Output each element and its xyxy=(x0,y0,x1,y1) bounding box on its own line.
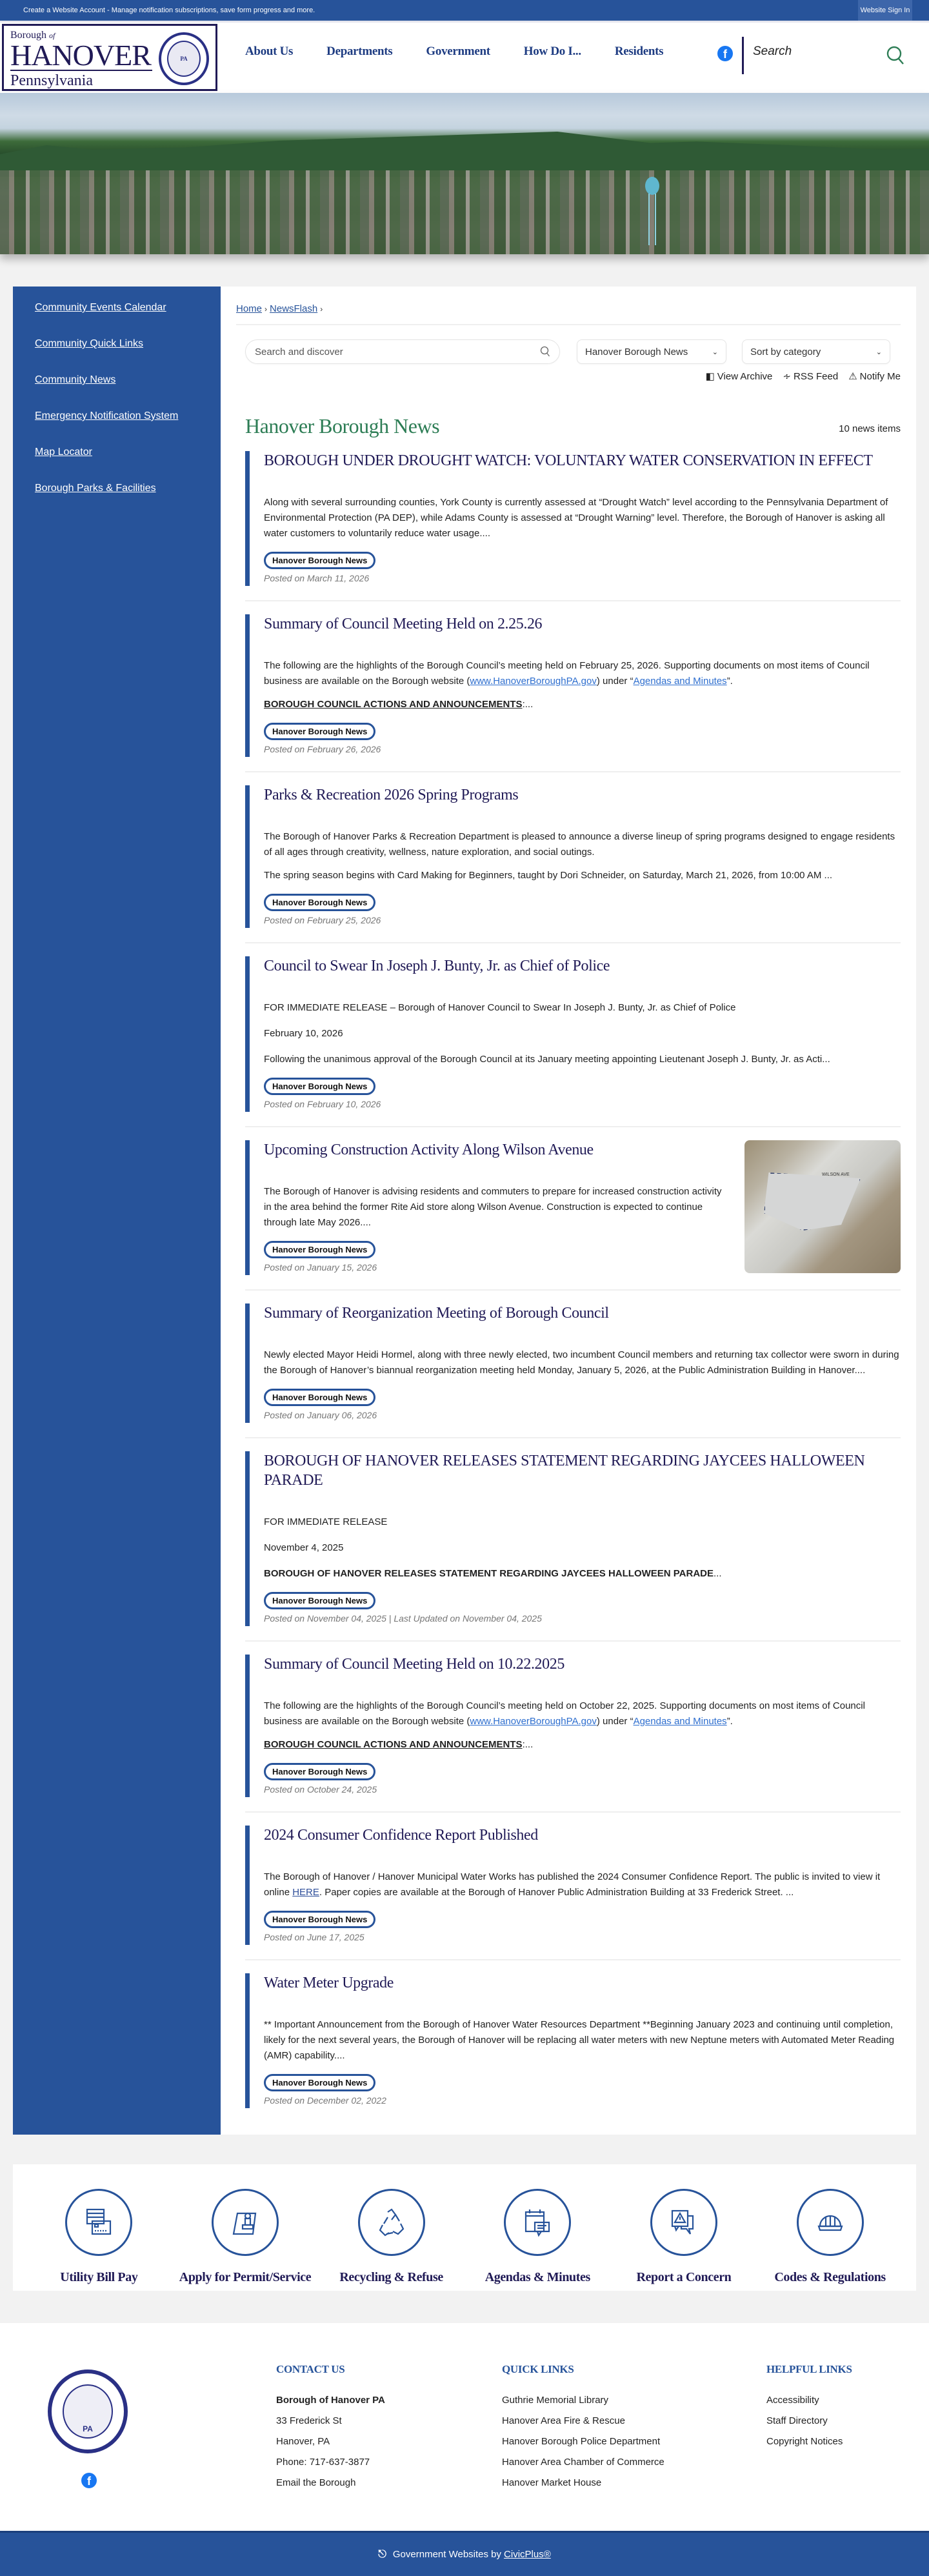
service-report-concern[interactable] xyxy=(619,2189,748,2291)
news-summary: Following the unanimous approval of the Borough Council at its January meeting appointing Lieutenant Joseph J. Bunty, Jr. as Acti... xyxy=(264,1054,830,1065)
ccr-here-link[interactable]: HERE xyxy=(292,1887,319,1898)
category-tag[interactable]: Hanover Borough News xyxy=(264,1592,375,1609)
news-title-link[interactable]: Summary of Reorganization Meeting of Borough Council xyxy=(264,1305,609,1322)
facebook-icon[interactable]: f xyxy=(717,46,733,61)
divider xyxy=(245,771,901,772)
sort-selected-value: Sort by category xyxy=(750,346,821,357)
powered-by-text: Government Websites by xyxy=(392,2549,502,2560)
news-summary: The Borough of Hanover Parks & Recreation Department is pleased to announce a diverse lineup of spring programs designed to engage residents of all ages through creativity, wellness, nature exploration, and social outings. xyxy=(264,831,895,858)
quick-link[interactable]: Hanover Area Chamber of Commerce xyxy=(502,2457,664,2468)
sidebar-item-map-locator[interactable]: Map Locator xyxy=(35,447,92,458)
stamp-icon xyxy=(212,2189,279,2256)
posted-date: Posted on January 06, 2026 xyxy=(264,1410,377,1420)
notify-me-label: Notify Me xyxy=(859,371,901,382)
footer-heading: HELPFUL LINKS xyxy=(766,2363,852,2375)
category-selected-value: Hanover Borough News xyxy=(585,346,688,357)
site-search-input[interactable] xyxy=(744,37,873,66)
quick-link[interactable]: Hanover Area Fire & Rescue xyxy=(502,2415,625,2426)
seal-text: PA xyxy=(167,41,201,77)
news-title-link[interactable]: Upcoming Construction Activity Along Wilson Avenue xyxy=(264,1142,594,1158)
create-account-link[interactable]: Create a Website Account - Manage notification subscriptions, save form progress and more. xyxy=(23,6,315,14)
section-header xyxy=(236,414,901,438)
news-summary: The Borough of Hanover is advising residents and commuters to prepare for increased construction activity in the area behind the former Rite Aid store along Wilson Avenue. Construction is expected to continue through late May 2026.... xyxy=(264,1186,722,1228)
summary-text: ”. xyxy=(726,676,733,687)
nav-about-us[interactable]: About Us xyxy=(245,45,294,58)
facebook-icon[interactable]: f xyxy=(81,2473,97,2488)
news-item xyxy=(245,785,901,928)
category-tag[interactable]: Hanover Borough News xyxy=(264,1911,375,1928)
news-summary: FOR IMMEDIATE RELEASE – Borough of Hanover Council to Swear In Joseph J. Bunty, Jr. as Chief of Police xyxy=(264,1002,736,1013)
category-select[interactable] xyxy=(577,339,726,364)
view-archive-label: View Archive xyxy=(717,371,773,382)
hero-banner-image xyxy=(0,93,929,254)
news-search-placeholder: Search and discover xyxy=(255,346,343,357)
news-summary: FOR IMMEDIATE RELEASE xyxy=(264,1516,388,1527)
news-summary: February 10, 2026 xyxy=(264,1028,343,1039)
summary-text: . Paper copies are available at the Borough of Hanover Public Administration Building at 33 Frederick Street. ... xyxy=(319,1887,794,1898)
nav-government[interactable]: Government xyxy=(426,45,490,58)
news-item xyxy=(245,614,901,757)
page-content xyxy=(13,287,916,2135)
filters-bar xyxy=(245,339,901,364)
recycle-icon xyxy=(358,2189,425,2256)
breadcrumb xyxy=(236,287,901,325)
news-title-link[interactable]: BOROUGH OF HANOVER RELEASES STATEMENT REGARDING JAYCEES HALLOWEEN PARADE xyxy=(264,1453,865,1489)
summary-text: The following are the highlights of the Borough Council’s meeting held on October 22, 2025. Supporting documents on most items of Council business are available on the Borough website ( xyxy=(264,1700,865,1727)
divider xyxy=(245,1437,901,1438)
summary-suffix: ... xyxy=(714,1568,722,1579)
divider xyxy=(245,1289,901,1291)
map-street-label: WILSON AVE xyxy=(822,1172,850,1177)
site-search xyxy=(742,37,910,74)
search-icon[interactable] xyxy=(886,46,904,68)
subheading-suffix: :... xyxy=(522,1739,534,1750)
breadcrumb-separator: › xyxy=(320,305,323,314)
agendas-minutes-link[interactable]: Agendas and Minutes xyxy=(633,1716,727,1727)
subheading-text: BOROUGH COUNCIL ACTIONS AND ANNOUNCEMENTS xyxy=(264,699,523,710)
contact-name: Borough of Hanover PA xyxy=(276,2395,385,2406)
logo-pennsylvania: Pennsylvania xyxy=(10,72,93,89)
service-codes-regulations[interactable] xyxy=(766,2189,895,2291)
hero-water-tower xyxy=(645,177,659,195)
rss-icon: ∻ xyxy=(783,371,791,382)
category-tag[interactable]: Hanover Borough News xyxy=(264,2074,375,2091)
news-item xyxy=(245,956,901,1112)
news-summary xyxy=(264,1566,901,1582)
news-summary xyxy=(264,1698,901,1729)
posted-date: Posted on November 04, 2025 | Last Updated on November 04, 2025 xyxy=(264,1613,542,1624)
news-item xyxy=(245,1826,901,1945)
service-label: Apply for Permit/Service xyxy=(179,2270,312,2284)
quick-link[interactable]: Hanover Borough Police Department xyxy=(502,2436,661,2447)
email-borough-link[interactable]: Email the Borough xyxy=(276,2477,356,2488)
rss-feed-link[interactable] xyxy=(783,370,838,382)
news-title-link[interactable]: Water Meter Upgrade xyxy=(264,1975,394,1991)
posted-date: Posted on October 24, 2025 xyxy=(264,1784,377,1795)
service-label: Agendas & Minutes xyxy=(484,2270,590,2284)
footer-heading: QUICK LINKS xyxy=(502,2363,574,2375)
news-summary: ** Important Announcement from the Borough of Hanover Water Resources Department **Beginning January 2023 and continuing until completion, likely for the next several years, the Borough of Hanover will be replacing all water meters with new Neptune meters with Automated Meter Reading (AMR) capability.... xyxy=(264,2019,895,2061)
main-nav xyxy=(245,45,697,59)
service-apply-permit[interactable] xyxy=(181,2189,310,2291)
contact-address: 33 Frederick St xyxy=(276,2415,342,2426)
news-item xyxy=(245,1973,901,2108)
rss-feed-label: RSS Feed xyxy=(793,371,839,382)
divider xyxy=(245,942,901,943)
hardhat-icon xyxy=(797,2189,864,2256)
sidebar-item-community-news[interactable]: Community News xyxy=(35,374,116,385)
news-summary xyxy=(264,1869,901,1900)
quick-link[interactable]: Guthrie Memorial Library xyxy=(502,2395,609,2406)
service-utility-bill-pay[interactable] xyxy=(34,2189,163,2291)
sidebar-item-quick-links[interactable]: Community Quick Links xyxy=(35,338,144,349)
nav-residents[interactable]: Residents xyxy=(614,45,664,58)
alert-chat-icon xyxy=(650,2189,717,2256)
bill-card-icon xyxy=(65,2189,132,2256)
footer-quick-links xyxy=(502,2363,664,2493)
service-recycling-refuse[interactable] xyxy=(327,2189,456,2291)
helpful-link[interactable]: Accessibility xyxy=(766,2395,819,2406)
category-tag[interactable]: Hanover Borough News xyxy=(264,1241,375,1258)
news-count: 10 news items xyxy=(839,423,901,434)
divider xyxy=(245,1126,901,1127)
category-tag[interactable]: Hanover Borough News xyxy=(264,1389,375,1406)
calendar-chat-icon xyxy=(504,2189,571,2256)
breadcrumb-newsflash[interactable]: NewsFlash xyxy=(270,303,318,314)
chevron-down-icon: ⌄ xyxy=(875,348,882,356)
news-title-link[interactable]: Parks & Recreation 2026 Spring Programs xyxy=(264,787,519,803)
divider xyxy=(245,600,901,601)
summary-text: ”. xyxy=(726,1716,733,1727)
news-summary: Along with several surrounding counties, York County is currently assessed at “Drought Watch” level according to the Pennsylvania Department of Environmental Protection (PA DEP), while Adams County is assessed at “Drought Warning” level. Therefore, the Borough of Hanover is asking all water customers to voluntarily reduce water usage.... xyxy=(264,497,888,539)
service-label: Recycling & Refuse xyxy=(339,2270,443,2284)
top-bar xyxy=(0,0,929,21)
bold-summary: BOROUGH OF HANOVER RELEASES STATEMENT REGARDING JAYCEES HALLOWEEN PARADE xyxy=(264,1568,714,1579)
contact-city: Hanover, PA xyxy=(276,2436,330,2447)
news-title-link[interactable]: 2024 Consumer Confidence Report Published xyxy=(264,1827,538,1844)
news-subheading xyxy=(264,1737,901,1753)
sort-select[interactable] xyxy=(742,339,890,364)
news-title-link[interactable]: Summary of Council Meeting Held on 2.25.26 xyxy=(264,616,543,632)
helpful-link[interactable]: Staff Directory xyxy=(766,2415,828,2426)
quick-services-bar xyxy=(13,2164,916,2291)
construction-site-outline xyxy=(764,1172,861,1231)
nav-departments[interactable]: Departments xyxy=(326,45,393,58)
hero-water-tower-legs xyxy=(648,194,656,245)
borough-logo[interactable] xyxy=(2,24,217,91)
notify-me-link[interactable] xyxy=(848,370,901,382)
subheading-text: BOROUGH COUNCIL ACTIONS AND ANNOUNCEMENTS xyxy=(264,1739,523,1750)
quick-link[interactable]: Hanover Market House xyxy=(502,2477,602,2488)
news-search-input[interactable] xyxy=(245,339,560,364)
posted-date: Posted on February 10, 2026 xyxy=(264,1099,381,1109)
posted-date: Posted on February 25, 2026 xyxy=(264,915,381,925)
summary-text: The Borough of Hanover / Hanover Municipal Water Works has published the 2024 Consumer Confidence Report. The public is invited to view it online xyxy=(264,1871,881,1898)
posted-date: Posted on February 26, 2026 xyxy=(264,744,381,754)
category-tag[interactable]: Hanover Borough News xyxy=(264,723,375,740)
helpful-link[interactable]: Copyright Notices xyxy=(766,2436,843,2447)
service-agendas-minutes[interactable] xyxy=(473,2189,602,2291)
breadcrumb-separator: › xyxy=(265,305,268,314)
logo-of: of xyxy=(49,31,55,40)
posted-date: Posted on January 15, 2026 xyxy=(264,1262,377,1273)
news-summary xyxy=(264,658,901,689)
service-label: Utility Bill Pay xyxy=(60,2270,138,2284)
search-icon[interactable] xyxy=(540,346,550,357)
summary-text: ) under “ xyxy=(596,1716,634,1727)
divider xyxy=(245,1811,901,1813)
borough-seal-icon xyxy=(48,2370,128,2453)
sidebar-item-emergency-notification[interactable]: Emergency Notification System xyxy=(35,410,179,421)
seal-text: PA xyxy=(63,2384,113,2439)
news-item xyxy=(245,1451,901,1626)
divider xyxy=(245,1959,901,1960)
category-tag[interactable]: Hanover Borough News xyxy=(264,1763,375,1780)
divider xyxy=(245,1640,901,1642)
summary-text: The following are the highlights of the Borough Council’s meeting held on February 25, 2026. Supporting documents on most items of Council business are available on the Borough website ( xyxy=(264,660,870,687)
news-item xyxy=(245,451,901,586)
view-archive-link[interactable] xyxy=(706,370,773,382)
footer-helpful-links xyxy=(766,2363,852,2452)
logo-hanover: HANOVER xyxy=(10,41,152,71)
borough-website-link[interactable]: www.HanoverBoroughPA.gov xyxy=(470,1716,597,1727)
chevron-down-icon: ⌄ xyxy=(712,348,718,356)
sidebar xyxy=(13,287,221,2135)
section-title: Hanover Borough News xyxy=(245,414,440,438)
hero-town xyxy=(0,170,929,254)
posted-date: Posted on March 11, 2026 xyxy=(264,573,370,583)
construction-site-map-image[interactable] xyxy=(744,1140,901,1273)
footer-contact xyxy=(276,2363,385,2493)
footer-heading: CONTACT US xyxy=(276,2363,345,2375)
sidebar-item-parks-facilities[interactable]: Borough Parks & Facilities xyxy=(35,483,156,494)
category-tag[interactable]: Hanover Borough News xyxy=(264,1078,375,1095)
sidebar-item-events-calendar[interactable]: Community Events Calendar xyxy=(35,302,166,313)
news-item xyxy=(245,1655,901,1797)
news-title-link[interactable]: Council to Swear In Joseph J. Bunty, Jr. as Chief of Police xyxy=(264,958,610,974)
posted-date: Posted on June 17, 2025 xyxy=(264,1932,365,1942)
civicplus-link[interactable]: CivicPlus® xyxy=(504,2549,551,2560)
subheading-suffix: :... xyxy=(522,699,534,710)
site-footer xyxy=(0,2323,929,2531)
borough-seal-icon xyxy=(159,32,209,85)
main-content xyxy=(236,287,901,2108)
summary-text: ) under “ xyxy=(596,676,634,687)
news-subheading xyxy=(264,697,901,712)
category-tag[interactable]: Hanover Borough News xyxy=(264,894,375,911)
news-summary: Newly elected Mayor Heidi Hormel, along with three newly elected, two incumbent Council members and returning tax collector were sworn in during the Borough of Hanover’s biannual reorganization meeting held Monday, January 5, 2026, at the Public Administration Building in Hanover.... xyxy=(264,1349,899,1376)
news-summary: The spring season begins with Card Making for Beginners, taught by Dori Schneider, on Saturday, March 21, 2026, from 10:00 AM ... xyxy=(264,870,833,881)
news-item xyxy=(245,1303,901,1423)
breadcrumb-home[interactable]: Home xyxy=(236,303,263,314)
nav-how-do-i[interactable]: How Do I... xyxy=(523,45,581,58)
contact-phone: Phone: 717-637-3877 xyxy=(276,2457,370,2468)
borough-website-link[interactable]: www.HanoverBoroughPA.gov xyxy=(470,676,597,687)
bell-icon: ⚠ xyxy=(848,371,857,382)
news-title-link[interactable]: Summary of Council Meeting Held on 10.22.2025 xyxy=(264,1656,564,1673)
news-summary: November 4, 2025 xyxy=(264,1542,344,1553)
news-item xyxy=(245,1140,901,1275)
agendas-minutes-link[interactable]: Agendas and Minutes xyxy=(633,676,727,687)
news-title-link[interactable]: BOROUGH UNDER DROUGHT WATCH: VOLUNTARY WATER CONSERVATION IN EFFECT xyxy=(264,452,873,469)
logo-line-borough: Borough xyxy=(10,30,46,41)
service-label: Codes & Regulations xyxy=(774,2270,886,2284)
news-actions xyxy=(236,370,901,382)
civicplus-icon: ⎋ xyxy=(378,2548,386,2560)
site-header xyxy=(0,21,929,93)
powered-by-bar xyxy=(0,2531,929,2576)
website-sign-in-button[interactable]: Website Sign In xyxy=(858,0,912,21)
posted-date: Posted on December 02, 2022 xyxy=(264,2095,386,2106)
category-tag[interactable]: Hanover Borough News xyxy=(264,552,375,569)
archive-icon: ◧ xyxy=(705,371,715,382)
service-label: Report a Concern xyxy=(636,2270,732,2284)
